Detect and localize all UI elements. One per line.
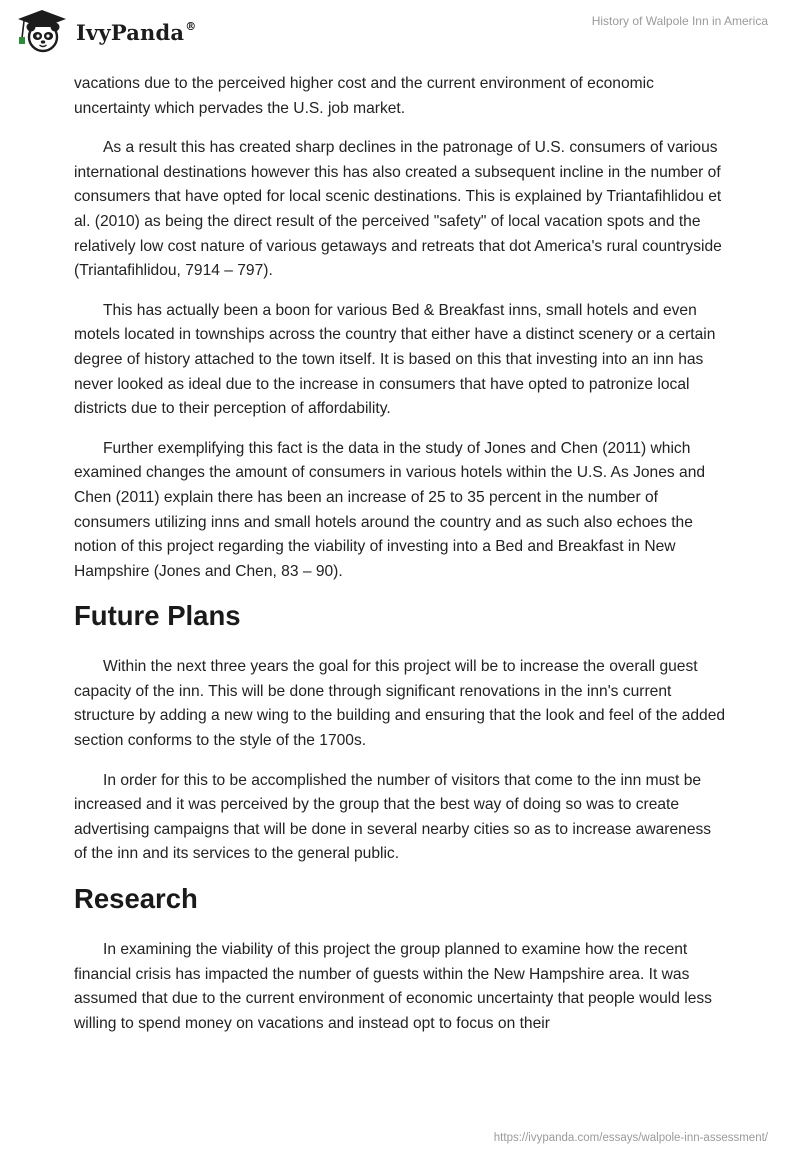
paragraph-2: As a result this has created sharp declines in the patronage of U.S. consumers of various international destinations however this has also created a subsequent incline in the number of consumers that have opted for local scenic destinations. This is explained by Triantafihlidou et al. (2010) as being the direct result of the perceived "safety" of local vacation spots and the relatively low cost nature of various getaways and retreats that dot America's rural countryside (Triantafihlidou, 7914 – 797).: [74, 139, 722, 280]
brand-name: IvyPanda®: [76, 19, 197, 45]
document-title: History of Walpole Inn in America: [591, 14, 768, 28]
paragraph-5: Within the next three years the goal for this project will be to increase the overall guest capacity of the inn. This will be done through significant renovations in the inn's current structure by adding a new wing to the building and ensuring that the look and feel of the added section conforms to the style of the 1700s.: [74, 658, 726, 750]
source-url-link[interactable]: https://ivypanda.com/essays/walpole-inn-assessment/: [493, 1132, 768, 1144]
heading-future-plans: Future Plans: [74, 600, 241, 632]
essay-body: [74, 72, 726, 1051]
page-header: [0, 0, 800, 66]
ivypanda-logo[interactable]: [14, 8, 196, 54]
panda-graduate-icon: [14, 8, 70, 54]
paragraph-6: In order for this to be accomplished the number of visitors that come to the inn must be increased and it was perceived by the group that the best way of doing so was to create advertising campaigns that will be done in several nearby cities so as to increase awareness of the inn and its services to the general public.: [74, 771, 712, 863]
paragraph-4: Further exemplifying this fact is the data in the study of Jones and Chen (2011) which examined changes the amount of consumers in various hotels within the U.S. As Jones and Chen (2011) explain there has been an increase of 25 to 35 percent in the number of consumers utilizing inns and small hotels around the country and as such also echoes the notion of this project regarding the viability of investing into a Bed and Breakfast in New Hampshire (Jones and Chen, 83 – 90).: [74, 439, 706, 580]
paragraph-7: In examining the viability of this project the group planned to examine how the recent financial crisis has impacted the number of guests within the New Hampshire area. It was assumed that due to the current environment of economic uncertainty that people would less willing to spend money on vacations and instead opt to focus on their: [74, 941, 712, 1032]
paragraph-1: vacations due to the perceived higher cost and the current environment of economic uncertainty which pervades the U.S. job market.: [74, 75, 654, 117]
heading-research: Research: [74, 883, 198, 915]
paragraph-3: This has actually been a boon for various Bed & Breakfast inns, small hotels and even motels located in townships across the country that either have a distinct scenery or a certain degree of history attached to the town itself. It is based on this that investing into an inn has never looked as ideal due to the increase in consumers that have opted to patronize local districts due to their perception of affordability.: [74, 301, 716, 418]
